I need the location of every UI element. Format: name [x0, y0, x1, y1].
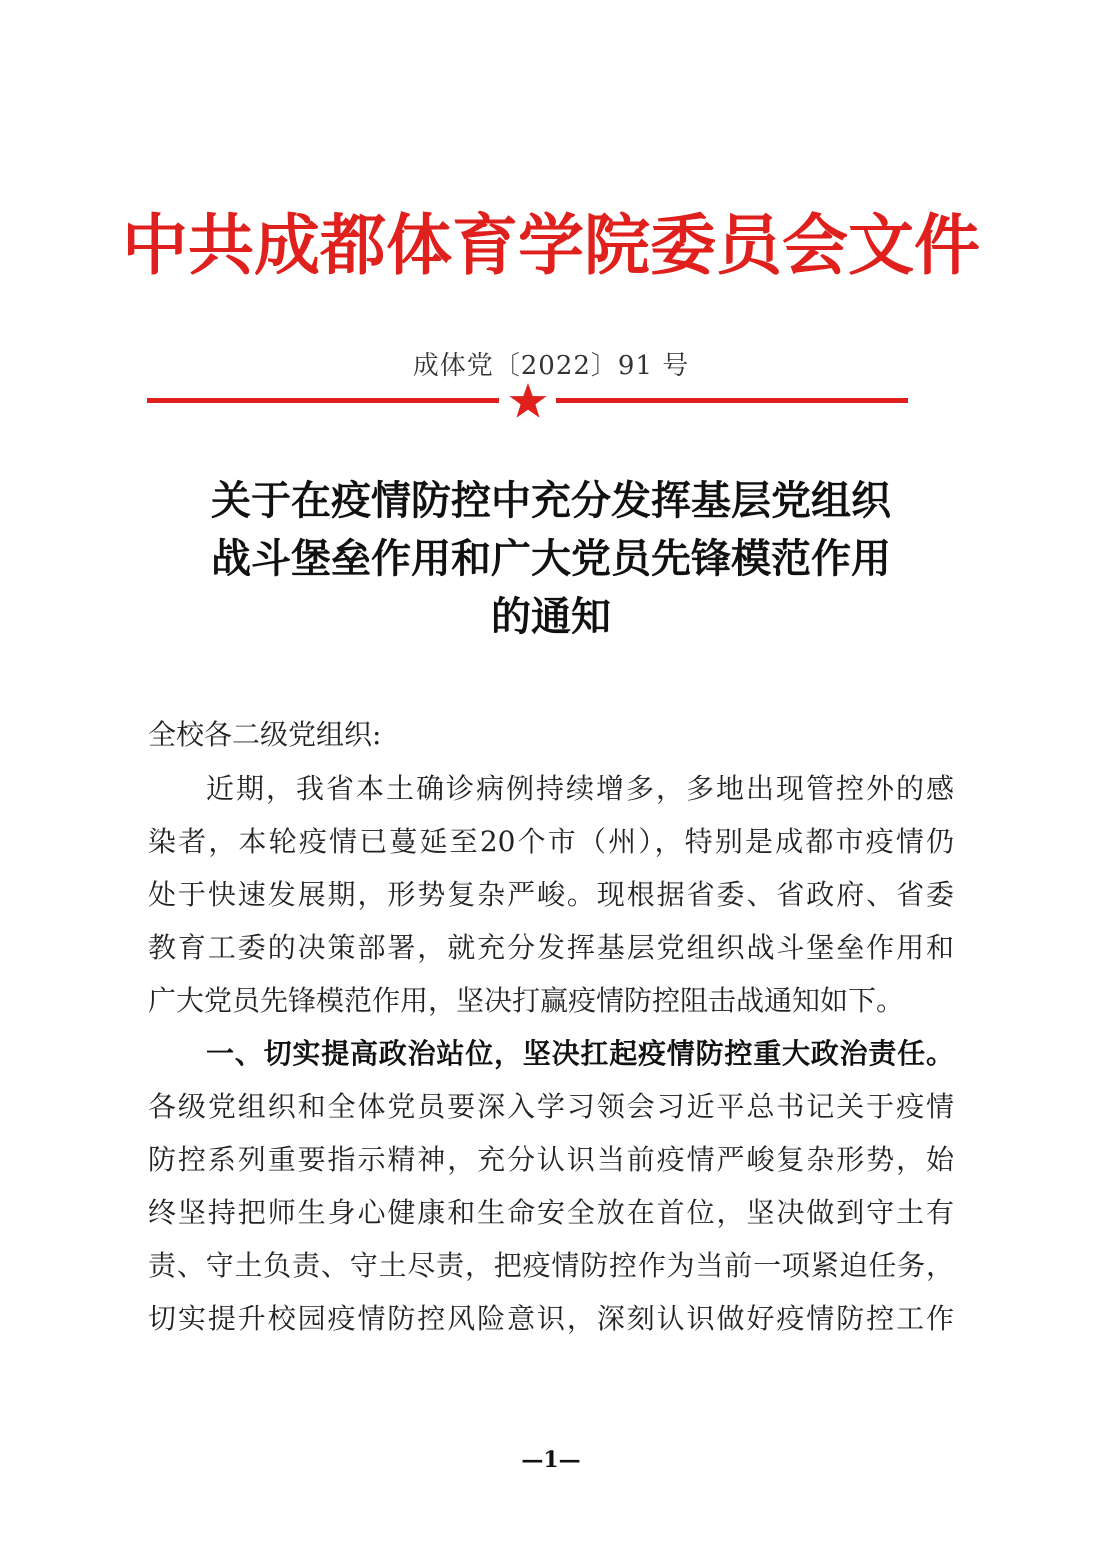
page-number: —1— — [521, 1447, 581, 1473]
paragraph-line: 广大党员先锋模范作用，坚决打赢疫情防控阻击战通知如下。 — [148, 984, 905, 1017]
paragraph-line: 教育工委的决策部署，就充分发挥基层党组织战斗堡垒作用和 — [148, 931, 954, 964]
salutation-text: 全校各二级党组织: — [148, 718, 382, 751]
paragraph-line: 处于快速发展期，形势复杂严峻。现根据省委、省政府、省委 — [148, 878, 954, 911]
salutation — [148, 708, 954, 761]
document-header-title: 中共成都体育学院委员会文件 — [122, 206, 980, 284]
red-divider-right — [556, 398, 908, 403]
red-star-icon — [508, 381, 548, 421]
red-divider-left — [147, 398, 499, 403]
paragraph-line: 各级党组织和全体党员要深入学习领会习近平总书记关于疫情 — [148, 1090, 954, 1123]
section-heading: 一、切实提高政治站位，坚决扛起疫情防控重大政治责任。 — [206, 1037, 954, 1070]
document-number: 成体党〔2022〕91 号 — [412, 351, 690, 381]
notice-title-line: 关于在疫情防控中充分发挥基层党组织 — [211, 477, 891, 524]
notice-title-line: 的通知 — [491, 593, 611, 640]
notice-title-line: 战斗堡垒作用和广大党员先锋模范作用 — [211, 535, 891, 582]
paragraph-line: 切实提升校园疫情防控风险意识，深刻认识做好疫情防控工作 — [148, 1302, 954, 1335]
body-content — [148, 762, 954, 1345]
notice-title — [0, 472, 1102, 646]
paragraph-line: 终坚持把师生身心健康和生命安全放在首位，坚决做到守土有 — [148, 1196, 954, 1229]
paragraph-line: 近期，我省本土确诊病例持续增多，多地出现管控外的感 — [206, 772, 954, 805]
paragraph-line: 责、守土负责、守土尽责，把疫情防控作为当前一项紧迫任务， — [148, 1249, 954, 1282]
paragraph-line: 防控系列重要指示精神，充分认识当前疫情严峻复杂形势，始 — [148, 1143, 954, 1176]
paragraph-line: 染者，本轮疫情已蔓延至20个市（州），特别是成都市疫情仍 — [148, 825, 954, 858]
